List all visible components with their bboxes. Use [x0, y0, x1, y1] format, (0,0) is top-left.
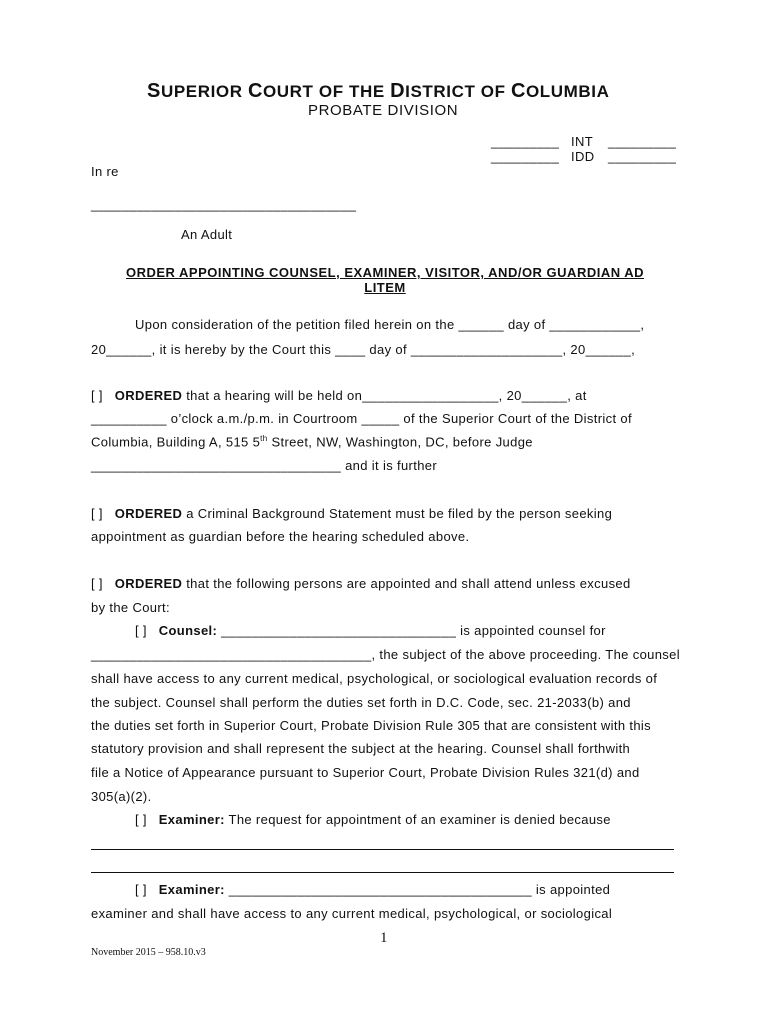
hearing-line-2: __________ o’clock a.m./p.m. in Courtroom _____ of the Superior Court of the District of [91, 411, 632, 426]
hearing-line-1: [ ] ORDERED that a hearing will be held on__________________, 20______, at [91, 388, 587, 403]
case-label-int: INT [571, 134, 593, 149]
counsel-line-4: the subject. Counsel shall perform the duties set forth in D.C. Code, sec. 21-2033(b) and [91, 695, 631, 710]
hearing-line-4: _________________________________ and it is further [91, 458, 438, 473]
consideration-line-2: 20______, it is hereby by the Court this ____ day of ____________________, 20______, [91, 342, 636, 357]
page-number: 1 [380, 930, 388, 946]
background-line-1: [ ] ORDERED a Criminal Background Statement must be filed by the person seeking [91, 506, 613, 521]
consideration-line-1: Upon consideration of the petition filed herein on the ______ day of ____________, [135, 317, 645, 332]
persons-checkbox[interactable]: [ ] [91, 576, 103, 591]
order-title-line-2: LITEM [364, 280, 406, 295]
ordered-label: ORDERED [114, 388, 183, 403]
ordered-label: ORDERED [114, 506, 183, 521]
form-identifier: November 2015 – 958.10.v3 [91, 947, 206, 958]
examiner-appointed-line-1: [ ] Examiner: ________________________________________ is appointed [135, 882, 611, 897]
court-title: SUPERIOR COURT OF THE DISTRICT OF COLUMBIA [147, 80, 610, 102]
background-line-2: appointment as guardian before the hearing scheduled above. [91, 529, 470, 544]
order-title-line-1: ORDER APPOINTING COUNSEL, EXAMINER, VISITOR, AND/OR GUARDIAN AD [125, 265, 645, 280]
counsel-line-8: 305(a)(2). [91, 789, 152, 804]
case-number-blank: _________ [491, 149, 560, 164]
case-number-blank: _________ [491, 134, 560, 149]
examiner-appointed-checkbox[interactable]: [ ] [135, 882, 147, 897]
counsel-line-3: shall have access to any current medical, psychological, or sociological evaluation records of [91, 671, 658, 686]
division-title: PROBATE DIVISION [308, 102, 459, 119]
hearing-line-3: Columbia, Building A, 515 5th Street, NW, Washington, DC, before Judge [91, 434, 533, 450]
examiner-appointed-line-2: examiner and shall have access to any current medical, psychological, or sociological [91, 906, 613, 921]
counsel-line-5: the duties set forth in Superior Court, Probate Division Rule 305 that are consistent with this [91, 718, 652, 733]
persons-line-2: by the Court: [91, 600, 170, 615]
reason-line[interactable] [91, 872, 674, 873]
reason-line[interactable] [91, 849, 674, 850]
ordered-label: ORDERED [114, 576, 183, 591]
case-number-blank: _________ [608, 149, 677, 164]
hearing-checkbox[interactable]: [ ] [91, 388, 103, 403]
an-adult-label: An Adult [181, 227, 233, 242]
case-label-idd: IDD [571, 149, 595, 164]
examiner-label: Examiner: [158, 812, 225, 827]
counsel-line-7: file a Notice of Appearance pursuant to Superior Court, Probate Division Rules 321(d) and [91, 765, 640, 780]
counsel-line-1: [ ] Counsel: _______________________________ is appointed counsel for [135, 623, 606, 638]
counsel-line-6: statutory provision and shall represent the subject at the hearing. Counsel shall forthwith [91, 741, 631, 756]
counsel-label: Counsel: [158, 623, 218, 638]
counsel-line-2: _____________________________________, the subject of the above proceeding. The counsel [91, 647, 680, 662]
background-checkbox[interactable]: [ ] [91, 506, 103, 521]
examiner-denied-line-1: [ ] Examiner: The request for appointment of an examiner is denied because [135, 812, 611, 827]
persons-line-1: [ ] ORDERED that the following persons are appointed and shall attend unless excused [91, 576, 631, 591]
subject-name-line: ___________________________________ [91, 197, 357, 212]
examiner-label: Examiner: [158, 882, 225, 897]
in-re-label: In re [91, 164, 119, 179]
examiner-denied-checkbox[interactable]: [ ] [135, 812, 147, 827]
case-number-blank: _________ [608, 134, 677, 149]
counsel-checkbox[interactable]: [ ] [135, 623, 147, 638]
